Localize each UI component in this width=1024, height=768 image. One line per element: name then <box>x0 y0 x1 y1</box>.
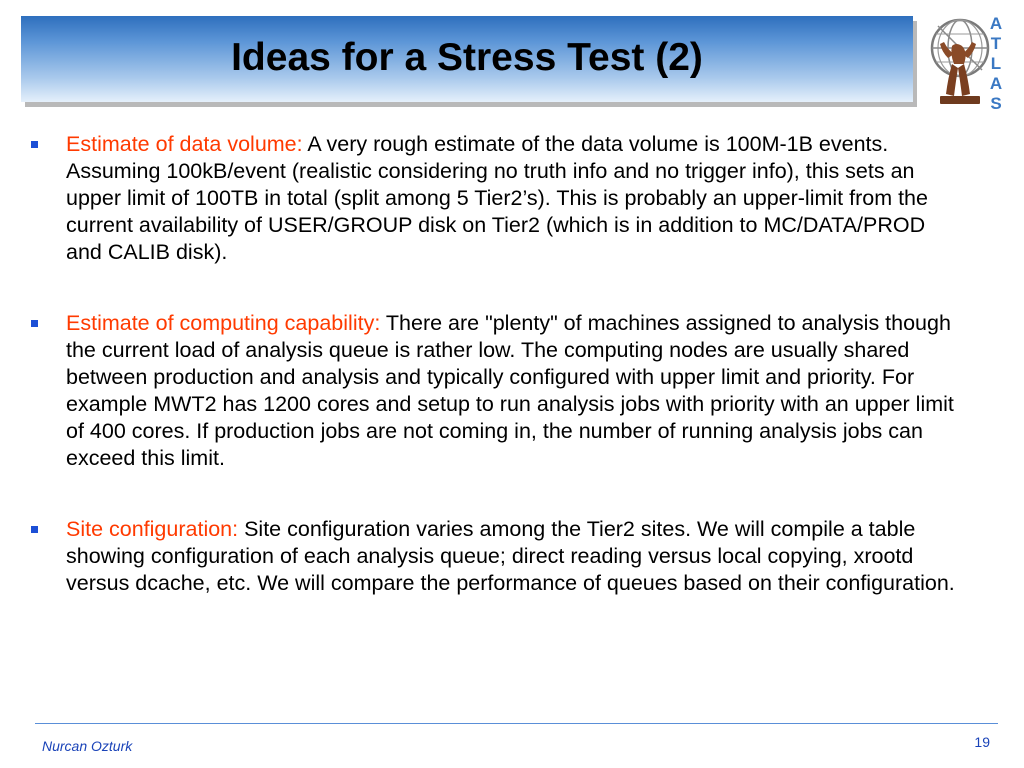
bullet-description: Site configuration varies among the Tier2 sites. We will compile a table showing configuration of each analysis queue; direct reading versus local copying, xrootd versus dcache, etc. We will compare the performance of queues based on their configuration. <box>66 517 955 595</box>
bullet-description: There are "plenty" of machines assigned to analysis though the current load of analysis queue is rather low. The computing nodes are usually shared between production and analysis and typically configured with upper limit and priority. For example MWT2 has 1200 cores and setup to run analysis jobs with priority with an upper limit of 400 cores. If production jobs are not coming in, the number of running analysis jobs can exceed this limit. <box>66 311 954 470</box>
logo-letter: L <box>990 54 1002 73</box>
bullet-item-site-configuration <box>30 516 965 597</box>
footer-author: Nurcan Ozturk <box>42 738 133 754</box>
bullet-body <box>66 310 965 472</box>
bullet-item-data-volume <box>30 131 965 266</box>
logo-letter: S <box>990 94 1002 113</box>
bullet-lead-label: Estimate of data volume: <box>66 132 303 156</box>
bullet-item-computing-capability <box>30 310 965 472</box>
page-number: 19 <box>974 734 990 750</box>
bullet-list <box>30 131 965 597</box>
square-bullet-icon <box>30 516 66 543</box>
title-bar <box>21 16 913 102</box>
logo-letter: T <box>990 34 1002 53</box>
square-bullet-icon <box>30 310 66 337</box>
bullet-body <box>66 131 965 266</box>
bullet-lead-label: Estimate of computing capability: <box>66 311 381 335</box>
slide-title: Ideas for a Stress Test (2) <box>231 36 703 79</box>
bullet-body <box>66 516 965 597</box>
bullet-description: A very rough estimate of the data volume is 100M-1B events. Assuming 100kB/event (realistic considering no truth info and no trigger info), this sets an upper limit of 100TB in total (split among 5 Tier2’s). This is probably an upper-limit from the current availability of USER/GROUP disk on Tier2 (which is in addition to MC/DATA/PROD and CALIB disk). <box>66 132 928 264</box>
bullet-lead-label: Site configuration: <box>66 517 239 541</box>
logo-letter: A <box>989 74 1003 93</box>
square-bullet-icon <box>30 131 66 158</box>
logo-letter: A <box>989 14 1003 33</box>
atlas-logo-letters <box>986 14 1006 114</box>
footer-divider <box>35 723 998 724</box>
